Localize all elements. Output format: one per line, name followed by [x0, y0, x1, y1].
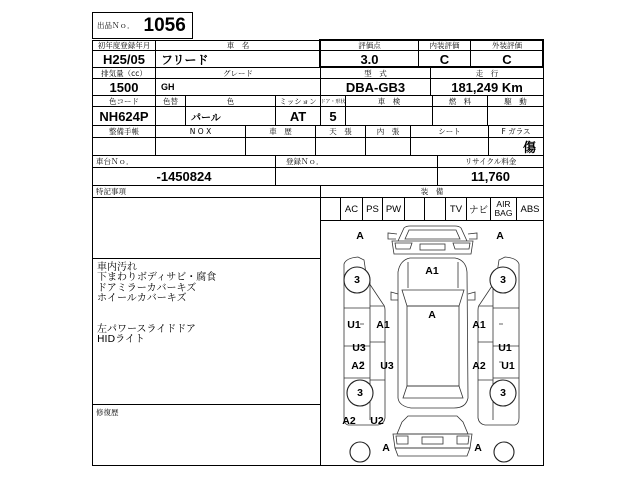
note-line: 左パワースライドドア — [97, 324, 196, 335]
fuel-value — [432, 106, 488, 126]
color-value: パール — [185, 106, 276, 126]
equipment-ps: PS — [362, 197, 383, 221]
damage-mark: A2 — [472, 360, 486, 372]
doors-label: ドア・形状 — [320, 95, 346, 107]
chassis-label: 車台Ｎｏ． — [92, 155, 276, 168]
headliner-value — [315, 137, 366, 156]
note-line: HIDライト — [97, 334, 145, 346]
damage-mark: A — [428, 309, 436, 321]
damage-mark: A — [496, 230, 504, 242]
notes-group-2 — [97, 325, 196, 346]
equipment-blank-3 — [424, 197, 446, 221]
repaint-label: 色替 — [155, 95, 186, 107]
front-view — [388, 226, 477, 254]
interior-grade-value: C — [418, 50, 471, 68]
damage-mark: A2 — [342, 415, 356, 427]
damage-mark: U2 — [370, 415, 384, 427]
damage-mark: A — [356, 230, 364, 242]
equipment-navi: ナビ — [466, 197, 491, 221]
damage-mark: A1 — [472, 319, 486, 331]
damage-mark: A1 — [376, 319, 390, 331]
equipment-blank-2 — [404, 197, 425, 221]
headliner-label: 天 張 — [315, 125, 366, 138]
damage-mark: A — [474, 442, 482, 454]
note-line: 下まわりボディサビ・腐食 — [97, 272, 217, 284]
exterior-grade-label: 外装評価 — [470, 40, 544, 51]
tire-mark: 3 — [500, 387, 506, 399]
damage-mark: U3 — [380, 360, 394, 372]
wheel-icon — [494, 442, 514, 462]
model-label: 型 式 — [320, 67, 431, 79]
score-label: 評価点 — [320, 40, 419, 51]
repair-history-label: 修復歴 — [96, 408, 119, 417]
rear-view — [393, 416, 472, 456]
car-damage-diagram — [320, 220, 543, 465]
color-code-label: 色コード — [92, 95, 156, 107]
interior-grade-label: 内装評価 — [418, 40, 471, 51]
equipment-pw: PW — [382, 197, 405, 221]
seat-label: シート — [410, 125, 489, 138]
recycle-fee-value: 11,760 — [437, 167, 544, 186]
damage-mark: U1 — [347, 319, 361, 331]
equipment-abs: ABS — [516, 197, 544, 221]
doors-value: 5 — [320, 106, 346, 126]
equipment-blank-1 — [320, 197, 341, 221]
mileage-label: 走 行 — [430, 67, 544, 79]
damage-mark: U1 — [501, 360, 515, 372]
equipment-airbag: AIR BAG — [490, 197, 517, 221]
damage-mark: U3 — [352, 342, 366, 354]
repaint-value — [155, 106, 186, 126]
score-value: 3.0 — [320, 50, 419, 68]
color-label: 色 — [185, 95, 276, 107]
first-reg-value: H25/05 — [92, 50, 156, 68]
transmission-value: AT — [275, 106, 321, 126]
fuel-label: 燃 料 — [432, 95, 488, 107]
notes-label: 特記事項 — [92, 185, 321, 198]
registration-value — [275, 167, 438, 186]
seat-value — [410, 137, 489, 156]
drive-value — [487, 106, 544, 126]
equipment-tv: TV — [445, 197, 467, 221]
service-book-value — [92, 137, 156, 156]
wheel-icon — [350, 442, 370, 462]
color-code-value: NH624P — [92, 106, 156, 126]
equipment-ac: AC — [340, 197, 363, 221]
lot-label: 出品Ｎｏ． — [97, 21, 135, 30]
repair-divider — [92, 404, 321, 405]
registration-label: 登録Ｎｏ． — [275, 155, 438, 168]
recycle-fee-label: リサイクル料金 — [437, 155, 544, 168]
damage-mark: A2 — [351, 360, 365, 372]
notes-group-1 — [97, 263, 216, 305]
first-reg-label: 初年度登録年月 — [92, 40, 156, 51]
history-label: 車 歴 — [245, 125, 316, 138]
note-line: 車内汚れ — [97, 262, 137, 273]
interior-trim-label: 内 張 — [365, 125, 411, 138]
note-line: ホイールカバーキズ — [97, 293, 187, 305]
car-name-value: フリード — [155, 50, 321, 68]
windshield-label: F ガラス — [488, 125, 544, 138]
equipment-label: 装 備 — [320, 185, 544, 198]
grade-value: GH — [155, 78, 321, 96]
displacement-value: 1500 — [92, 78, 156, 96]
model-value: DBA-GB3 — [320, 78, 431, 96]
grade-label: グレード — [155, 67, 321, 79]
damage-mark: A1 — [425, 265, 439, 277]
lot-number: 1056 — [143, 14, 186, 36]
note-line: ドアミラーカバーキズ — [97, 282, 197, 294]
tire-mark: 3 — [357, 387, 363, 399]
transmission-label: ミッション — [275, 95, 321, 107]
drive-label: 駆 動 — [487, 95, 544, 107]
damage-mark: A — [382, 442, 390, 454]
chassis-value: -1450824 — [92, 167, 276, 186]
lot-box — [92, 12, 193, 39]
mileage-value: 181,249 Km — [430, 78, 544, 96]
nox-value — [155, 137, 246, 156]
tire-mark: 3 — [500, 274, 506, 286]
evaluation-outline — [319, 39, 544, 68]
top-view — [391, 258, 475, 408]
displacement-label: 排気量（cc） — [92, 67, 156, 79]
inspection-value — [345, 106, 433, 126]
nox-label: N O X — [155, 125, 246, 138]
history-value — [245, 137, 316, 156]
service-book-label: 整備手帳 — [92, 125, 156, 138]
exterior-grade-value: C — [470, 50, 544, 68]
interior-trim-value — [365, 137, 411, 156]
tire-mark: 3 — [354, 274, 360, 286]
inspection-label: 車 検 — [345, 95, 433, 107]
damage-mark: U1 — [498, 342, 512, 354]
car-name-label: 車 名 — [155, 40, 321, 51]
notes-divider — [92, 258, 321, 259]
windshield-value: 傷 — [488, 137, 544, 156]
